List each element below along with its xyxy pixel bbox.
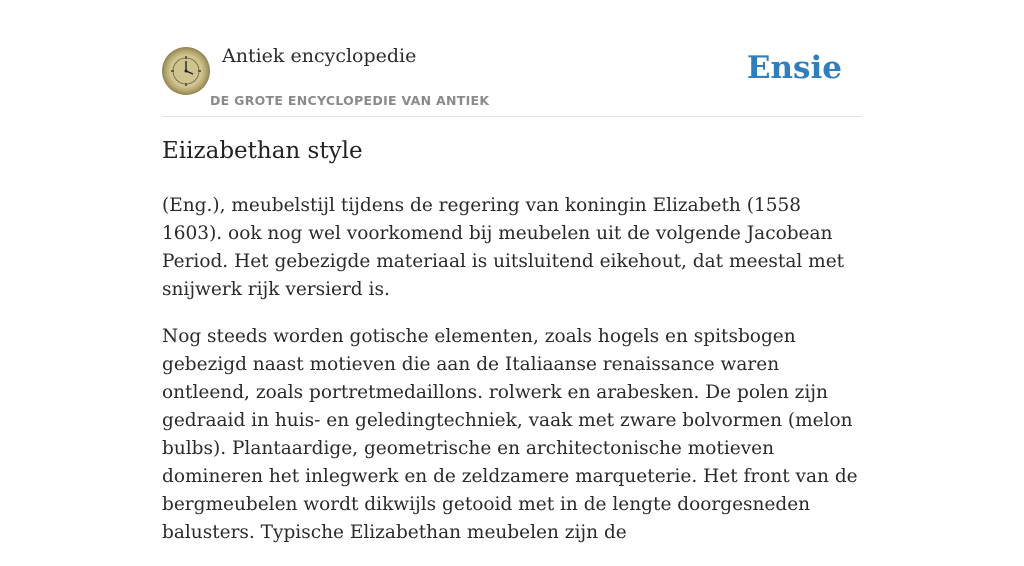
article-paragraph: (Eng.), meubelstijl tijdens de regering van koningin Elizabeth (1558 1603). ook nog wel voorkomend bij meubelen uit de volgende Jacobean Period. Het gebezigde materiaal is uitsluitend eikehout, dat meestal met snijwerk rijk versierd is.	[162, 195, 845, 300]
page-container	[162, 0, 862, 543]
site-name[interactable]: Antiek encyclopedie	[222, 45, 417, 67]
site-header	[162, 0, 862, 117]
article-paragraph: Nog steeds worden gotische elementen, zoals hogels en spitsbogen gebezigd naast motieven die aan de Italiaanse renaissance waren ontleend, zoals portretmedaillons. rolwerk en arabesken. De polen zijn gedraaid in huis- en geledingtechniek, vaak met zware bolvormen (melon bulbs). Plantaardige, geometrische en architectonische motieven domineren het inlegwerk en de zeldzamere marqueterie. Het front van de bergmeubelen wordt dikwijls getooid met in de lengte doorgesneden balusters. Typische Elizabethan meubelen zijn de	[162, 326, 858, 543]
article-title: Eiizabethan style	[162, 138, 363, 164]
brand-logo-link[interactable]: Ensie	[746, 50, 842, 86]
antique-clock-icon[interactable]	[162, 47, 210, 95]
article-body	[162, 192, 862, 566]
site-tagline: DE GROTE ENCYCLOPEDIE VAN ANTIEK	[210, 93, 490, 108]
